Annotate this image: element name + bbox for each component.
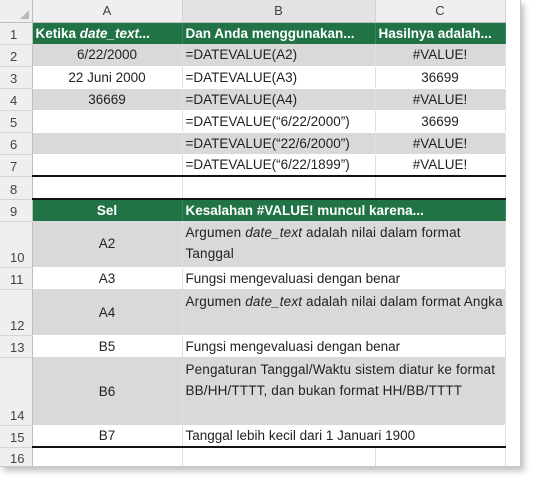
cell-b9[interactable]: Kesalahan #VALUE! muncul karena... [182,199,505,221]
cell-b13[interactable]: Fungsi mengevaluasi dengan benar [182,335,505,357]
cell-b15[interactable]: Tanggal lebih kecil dari 1 Januari 1900 [182,425,505,447]
row-header-14[interactable]: 14 [0,357,32,425]
row-header-13[interactable]: 13 [0,335,32,357]
column-header-c[interactable]: C [375,0,505,22]
row-header-5[interactable]: 5 [0,110,32,132]
row-header-6[interactable]: 6 [0,132,32,154]
cell-b5[interactable]: =DATEVALUE(“6/22/2000”) [182,110,375,132]
select-all-corner[interactable] [0,0,32,22]
cell-c2[interactable]: #VALUE! [375,44,505,66]
cell-a9[interactable]: Sel [32,199,182,221]
cell-b10[interactable]: Argumen date_text adalah nilai dalam format Tanggal [182,221,505,267]
cell-a10[interactable]: A2 [32,221,182,267]
column-header-b[interactable]: B [182,0,375,22]
cell-a11[interactable]: A3 [32,267,182,289]
row-header-12[interactable]: 12 [0,289,32,335]
row-header-2[interactable]: 2 [0,44,32,66]
cell-c5[interactable]: 36699 [375,110,505,132]
row-header-16[interactable]: 16 [0,447,32,467]
cell-b2[interactable]: =DATEVALUE(A2) [182,44,375,66]
cell-b3[interactable]: =DATEVALUE(A3) [182,66,375,88]
cell-a5[interactable] [32,110,182,132]
cell-a15[interactable]: B7 [32,425,182,447]
cell-b8[interactable] [182,176,375,199]
row-header-4[interactable]: 4 [0,88,32,110]
row-header-11[interactable]: 11 [0,267,32,289]
cell-a12[interactable]: A4 [32,289,182,335]
cell-a13[interactable]: B5 [32,335,182,357]
cell-c3[interactable]: 36699 [375,66,505,88]
cell-b4[interactable]: =DATEVALUE(A4) [182,88,375,110]
row-header-15[interactable]: 15 [0,425,32,447]
cell-a1[interactable]: Ketika date_text... [32,22,182,44]
row-header-1[interactable]: 1 [0,22,32,44]
row-header-8[interactable]: 8 [0,176,32,199]
cell-c6[interactable]: #VALUE! [375,132,505,154]
cell-a14[interactable]: B6 [32,357,182,425]
cell-a6[interactable] [32,132,182,154]
row-header-9[interactable]: 9 [0,199,32,221]
row-header-10[interactable]: 10 [0,221,32,267]
cell-b12[interactable]: Argumen date_text adalah nilai dalam format Angka [182,289,505,335]
cell-b6[interactable]: =DATEVALUE(“22/6/2000”) [182,132,375,154]
cell-a16[interactable] [32,447,182,467]
cell-a7[interactable] [32,154,182,176]
row-header-3[interactable]: 3 [0,66,32,88]
cell-b11[interactable]: Fungsi mengevaluasi dengan benar [182,267,505,289]
cell-c7[interactable]: #VALUE! [375,154,505,176]
cell-b14[interactable]: Pengaturan Tanggal/Waktu sistem diatur ke format BB/HH/TTTT, dan bukan format HH/BB/TTTT [182,357,505,425]
cell-c8[interactable] [375,176,505,199]
cell-c16[interactable] [375,447,505,467]
cell-c4[interactable]: #VALUE! [375,88,505,110]
cell-b7[interactable]: =DATEVALUE(“6/22/1899”) [182,154,375,176]
cell-b16[interactable] [182,447,375,467]
cell-a3[interactable]: 22 Juni 2000 [32,66,182,88]
cell-c1[interactable]: Hasilnya adalah... [375,22,505,44]
column-header-a[interactable]: A [32,0,182,22]
cell-a4[interactable]: 36669 [32,88,182,110]
cell-a8[interactable] [32,176,182,199]
cell-b1[interactable]: Dan Anda menggunakan... [182,22,375,44]
cell-a2[interactable]: 6/22/2000 [32,44,182,66]
row-header-7[interactable]: 7 [0,154,32,176]
